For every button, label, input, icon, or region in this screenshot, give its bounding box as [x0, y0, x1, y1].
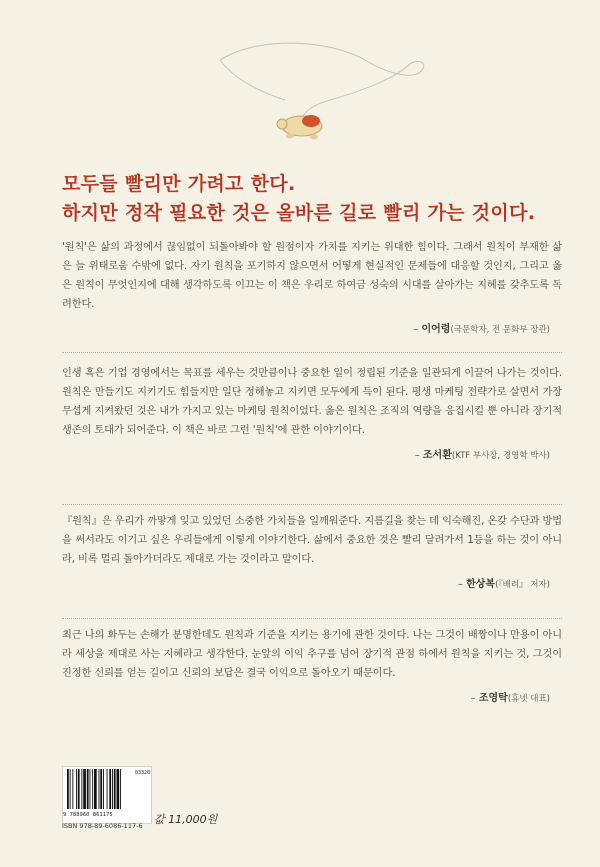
endorser-name: 조영탁 [478, 693, 508, 704]
endorser-name: 조서환 [422, 450, 452, 461]
endorser-role: (『배려』 저자) [495, 580, 550, 590]
endorsement-text: '원칙'은 삶의 과정에서 끊임없이 되돌아봐야 할 원점이자 가치를 지키는 위대한 힘이다. 그래서 원칙이 부재한 삶은 늘 위태로움 수밖에 없다. 자기 원칙을 포기하지 않으면서 어떻게 현실적인 문제들에 대응할 것인지, 그리고 옳은 원칙이 무엇인지에 대해 생각하도록 이끄는 이 책은 우리로 하여금 성숙의 시대를 살아가는 지혜를 갖추도록 독려한다. [62, 242, 562, 310]
barcode-digits: 9 788960 861175 [63, 812, 113, 818]
endorser-name: 한상복 [466, 579, 496, 590]
divider [62, 352, 562, 353]
endorser-role: (KTF 부사장, 경영학 박사) [451, 451, 550, 461]
price-label: 값 11,000원 [154, 813, 218, 826]
divider [62, 618, 562, 619]
headline-line-2: 하지만 정작 필요한 것은 올바른 길로 빨리 가는 것이다. [62, 202, 536, 224]
endorsement-4 [62, 626, 562, 707]
endorsement-2 [62, 364, 562, 464]
endorsement-text: 『원칙』은 우리가 까맣게 잊고 있었던 소중한 가치들을 일깨워준다. 지름길을 찾는 데 익숙해진, 온갖 수단과 방법을 써서라도 이기고 싶은 우리들에게 이렇게 이야기한다. 삶에서 중요한 것은 빨리 달려가서 1등을 하는 것이 아니라, 비록 멀리 돌아가더라도 제대로 가는 것이라고 말이다. [62, 516, 562, 565]
endorser-name: 이어령 [421, 324, 451, 335]
endorsement-3 [62, 512, 562, 593]
endorsement-attribution: – 조영탁(휴넷 대표) [470, 693, 550, 704]
endorser-role: (국문학자, 전 문화부 장관) [450, 325, 550, 335]
endorsement-attribution: – 한상복(『배려』 저자) [457, 579, 550, 590]
endorsement-text: 최근 나의 화두는 손해가 분명한데도 원칙과 기준을 지키는 용기에 관한 것이다. 나는 그것이 배짱이나 만용이 아니라 세상을 제대로 사는 지혜라고 생각한다. 눈앞의 이익 추구를 넘어 장기적 관점 하에서 원칙을 지키는 것, 그것이 진정한 신뢰를 얻는 길이고 신뢰의 보답은 결국 이익으로 돌아오기 때문이다. [62, 630, 562, 679]
divider [62, 504, 562, 505]
barcode-addon: 03320 [135, 770, 151, 776]
isbn-label: ISBN 978-89-6086-117-6 [62, 822, 143, 830]
endorsement-1 [62, 238, 562, 338]
endorsement-text: 인생 혹은 기업 경영에서는 목표를 세우는 것만큼이나 중요한 일이 정립된 기준을 일관되게 이끌어 나가는 것이다. 원칙은 만들기도 지키기도 힘들지만 일단 정해놓고 지키면 모두에게 득이 된다. 평생 마케팅 전략가로 살면서 가장 무섭게 지켜왔던 것은 내가 가지고 있는 마케팅 원칙이었다. 옳은 원칙은 조직의 역량을 응집시킬 뿐 아니라 장기적 생존의 토대가 되어준다. 이 책은 바로 그런 '원칙'에 관한 이야기이다. [62, 368, 562, 436]
endorser-role: (휴넷 대표) [507, 694, 550, 704]
endorsement-attribution: – 이어령(국문학자, 전 문화부 장관) [413, 324, 550, 335]
headline-line-1: 모두들 빨리만 가려고 한다. [62, 173, 296, 195]
turtle-illustration [190, 30, 430, 145]
endorsement-attribution: – 조서환(KTF 부사장, 경영학 박사) [414, 450, 550, 461]
headline [62, 170, 562, 228]
